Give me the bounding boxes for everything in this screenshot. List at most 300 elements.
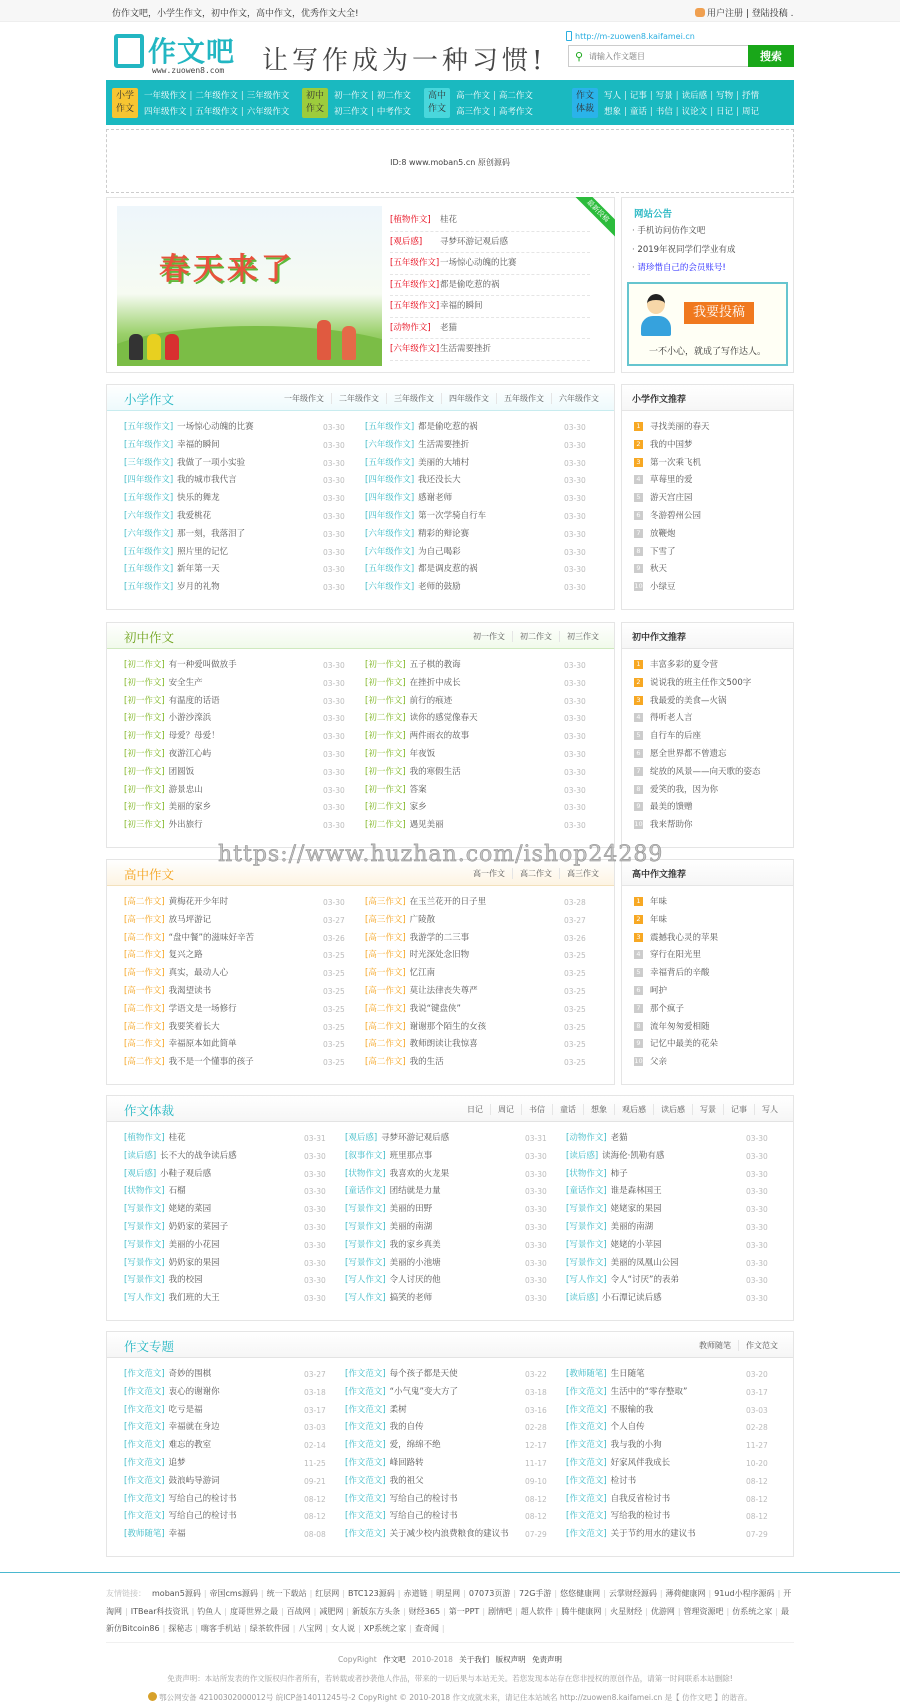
ranked-title[interactable]: 年味 bbox=[650, 897, 668, 907]
article-item[interactable] bbox=[124, 455, 355, 473]
ranked-title[interactable]: 自行车的后座 bbox=[650, 731, 702, 742]
friend-link[interactable]: 统一下载站 bbox=[266, 1589, 307, 1598]
article-category[interactable]: [读后感] bbox=[566, 1150, 599, 1161]
notice-item[interactable]: · 手机访问仿作文吧 bbox=[632, 222, 736, 241]
article-title[interactable]: 放马坪游记 bbox=[168, 914, 212, 925]
nav-badge[interactable]: 小学 作文 bbox=[112, 88, 138, 118]
article-category[interactable]: [写人作文] bbox=[124, 1293, 165, 1304]
article-item[interactable] bbox=[365, 1019, 596, 1037]
nav-link[interactable]: 写景 bbox=[655, 91, 673, 101]
friend-link[interactable]: 超人软件 bbox=[520, 1606, 553, 1616]
article-item[interactable] bbox=[345, 1237, 556, 1255]
article-category[interactable]: [作文范文] bbox=[345, 1404, 386, 1415]
friend-link[interactable]: XP系统之家 bbox=[363, 1624, 407, 1633]
friend-link[interactable]: 钓鱼人 bbox=[197, 1606, 222, 1616]
article-item[interactable] bbox=[365, 693, 596, 711]
section-tab[interactable]: 写人 bbox=[754, 1104, 785, 1115]
ranked-item[interactable] bbox=[634, 710, 761, 728]
article-category[interactable]: [植物作文] bbox=[124, 1133, 165, 1143]
article-category[interactable]: [作文范文] bbox=[124, 1457, 165, 1468]
ranked-item[interactable] bbox=[634, 657, 761, 675]
article-title[interactable]: 衷心的谢谢你 bbox=[168, 1386, 220, 1397]
article-title[interactable]: 美丽的大埔村 bbox=[418, 457, 470, 468]
user-links[interactable] bbox=[695, 6, 793, 19]
article-item[interactable] bbox=[345, 1526, 556, 1544]
footer-site-name[interactable]: 作文吧 bbox=[383, 1655, 406, 1664]
nav-badge[interactable]: 作文 体裁 bbox=[572, 88, 598, 118]
section-tab[interactable]: 五年级作文 bbox=[496, 393, 551, 404]
article-title[interactable]: 小鞋子观后感 bbox=[160, 1168, 212, 1179]
article-category[interactable]: [作文范文] bbox=[124, 1475, 165, 1486]
nav-link[interactable]: 三年级作文 bbox=[246, 91, 290, 101]
article-title[interactable]: 长不大的战争读后感 bbox=[160, 1150, 237, 1161]
article-title[interactable]: 石榴 bbox=[168, 1186, 186, 1197]
nav-link[interactable]: 高一作文 bbox=[456, 91, 491, 101]
article-title[interactable]: 我游学的二三事 bbox=[409, 932, 470, 943]
nav-link[interactable]: 六年级作文 bbox=[246, 107, 290, 117]
ranked-title[interactable]: 得听老人言 bbox=[650, 713, 693, 724]
article-title[interactable]: 我说“键盘侠” bbox=[409, 1003, 461, 1014]
article-item[interactable] bbox=[566, 1419, 777, 1437]
article-category[interactable]: [高二作文] bbox=[365, 1003, 406, 1014]
ranked-title[interactable]: 记忆中最美的花朵 bbox=[650, 1039, 719, 1050]
article-item[interactable] bbox=[124, 764, 355, 782]
article-title[interactable]: 黄梅花开少年时 bbox=[168, 897, 229, 907]
article-item[interactable] bbox=[345, 1166, 556, 1184]
article-title[interactable]: 答案 bbox=[409, 784, 427, 795]
article-category[interactable]: [作文范文] bbox=[124, 1386, 165, 1397]
article-category[interactable]: [初二作文] bbox=[365, 713, 406, 724]
article-category[interactable]: [初一作文] bbox=[365, 731, 406, 742]
article-item[interactable] bbox=[365, 947, 596, 965]
article-title[interactable]: 美丽的南湖 bbox=[389, 1221, 433, 1232]
section-tab[interactable]: 想象 bbox=[583, 1104, 614, 1115]
article-title[interactable]: 关于节约用水的建议书 bbox=[610, 1529, 696, 1540]
article-item[interactable] bbox=[345, 1148, 556, 1166]
article-category[interactable]: [教师随笔] bbox=[566, 1369, 607, 1379]
article-title[interactable]: 关于减少校内浪费粮食的建议书 bbox=[389, 1529, 509, 1540]
article-title[interactable]: 安全生产 bbox=[168, 677, 203, 688]
article-title[interactable]: 遇见美丽 bbox=[409, 820, 444, 831]
article-title[interactable]: 美丽的南湖 bbox=[610, 1221, 654, 1232]
ranked-title[interactable]: 绽放的风景——向天歌的姿态 bbox=[650, 766, 761, 777]
ranked-title[interactable]: 我来帮助你 bbox=[650, 820, 693, 831]
article-category[interactable]: [高一作文] bbox=[365, 950, 406, 961]
friend-link[interactable]: 绿茶软件园 bbox=[249, 1624, 290, 1633]
section-tab[interactable]: 读后感 bbox=[653, 1104, 692, 1115]
section-tab[interactable]: 三年级作文 bbox=[386, 393, 441, 404]
article-category[interactable]: [初一作文] bbox=[124, 748, 165, 759]
friend-link[interactable]: 查奇闻 bbox=[414, 1624, 439, 1633]
article-category[interactable]: [状物作文] bbox=[124, 1186, 165, 1197]
article-category[interactable]: [作文范文] bbox=[566, 1404, 607, 1415]
article-category[interactable]: [初一作文] bbox=[124, 784, 165, 795]
ranked-title[interactable]: 放鞭炮 bbox=[650, 528, 676, 539]
article-item[interactable] bbox=[124, 1019, 355, 1037]
article-title[interactable]: 不服输的我 bbox=[610, 1404, 654, 1415]
ranked-title[interactable]: 游天宫庄园 bbox=[650, 493, 693, 504]
article-item[interactable] bbox=[566, 1166, 777, 1184]
article-item[interactable] bbox=[345, 1366, 556, 1384]
article-title[interactable]: 我的自传 bbox=[389, 1422, 424, 1433]
article-category[interactable]: [写景作文] bbox=[124, 1221, 165, 1232]
article-category[interactable]: [初二作文] bbox=[124, 660, 165, 670]
article-category[interactable]: [初一作文] bbox=[365, 748, 406, 759]
section-title[interactable]: 作文体裁 bbox=[124, 1103, 175, 1118]
article-category[interactable]: [作文范文] bbox=[345, 1422, 386, 1433]
article-category[interactable]: [高二作文] bbox=[124, 950, 165, 961]
article-item[interactable] bbox=[345, 1455, 556, 1473]
friend-link[interactable]: 腾牛健康网 bbox=[561, 1606, 602, 1616]
article-item[interactable] bbox=[124, 1526, 335, 1544]
site-logo[interactable] bbox=[114, 30, 254, 76]
article-title[interactable]: 家乡 bbox=[409, 802, 427, 813]
article-title[interactable]: 幸福 bbox=[168, 1529, 186, 1540]
article-title[interactable]: 检讨书 bbox=[610, 1475, 637, 1486]
article-title[interactable]: 读海伦·凯勒有感 bbox=[602, 1150, 665, 1161]
article-category[interactable]: [初一作文] bbox=[124, 695, 165, 706]
item-title[interactable]: 生活需要挫折 bbox=[440, 344, 492, 354]
article-category[interactable]: [教师随笔] bbox=[124, 1529, 165, 1540]
article-item[interactable] bbox=[566, 1219, 777, 1237]
article-item[interactable] bbox=[124, 1255, 335, 1273]
article-title[interactable]: 在玉兰花开的日子里 bbox=[409, 897, 487, 907]
section-tab[interactable]: 日记 bbox=[467, 1105, 483, 1114]
article-item[interactable] bbox=[124, 1508, 335, 1526]
ranked-item[interactable] bbox=[634, 508, 710, 526]
article-title[interactable]: 鼓浪屿导游词 bbox=[168, 1475, 220, 1486]
article-category[interactable]: [写景作文] bbox=[345, 1239, 386, 1250]
ranked-item[interactable] bbox=[634, 1036, 718, 1054]
article-category[interactable]: [作文范文] bbox=[345, 1511, 386, 1522]
item-title[interactable]: 都是偷吃惹的祸 bbox=[440, 279, 500, 290]
nav-link[interactable]: 初二作文 bbox=[376, 91, 411, 101]
friend-link[interactable]: 07073页游 bbox=[468, 1589, 511, 1598]
article-category[interactable]: [写景作文] bbox=[345, 1221, 386, 1232]
article-title[interactable]: 搞笑的老师 bbox=[389, 1293, 433, 1304]
item-category[interactable]: [五年级作文] bbox=[390, 258, 440, 268]
article-item[interactable] bbox=[365, 746, 596, 764]
ranked-title[interactable]: 爱笑的我，因为你 bbox=[650, 784, 719, 795]
article-category[interactable]: [五年级作文] bbox=[124, 564, 174, 575]
about-link[interactable]: 关于我们 bbox=[459, 1655, 490, 1664]
article-item[interactable] bbox=[124, 817, 355, 835]
article-item[interactable] bbox=[365, 455, 596, 473]
article-item[interactable] bbox=[365, 799, 596, 817]
article-category[interactable]: [五年级作文] bbox=[124, 582, 174, 593]
article-item[interactable] bbox=[124, 799, 355, 817]
article-item[interactable] bbox=[365, 1001, 596, 1019]
article-category[interactable]: [写景作文] bbox=[124, 1257, 165, 1268]
article-item[interactable] bbox=[124, 1148, 335, 1166]
article-item[interactable] bbox=[365, 579, 596, 597]
article-category[interactable]: [作文范文] bbox=[345, 1386, 386, 1397]
article-category[interactable]: [初一作文] bbox=[365, 766, 406, 777]
article-category[interactable]: [作文范文] bbox=[124, 1511, 165, 1522]
article-title[interactable]: 写给自己的检讨书 bbox=[389, 1493, 458, 1504]
article-title[interactable]: 我的校园 bbox=[168, 1275, 203, 1286]
article-category[interactable]: [作文范文] bbox=[566, 1386, 607, 1397]
nav-badge[interactable]: 高中 作文 bbox=[424, 88, 450, 118]
friend-link[interactable]: 八宝网 bbox=[298, 1624, 323, 1633]
ranked-item[interactable] bbox=[634, 544, 710, 562]
ranked-title[interactable]: 我的中国梦 bbox=[650, 439, 693, 450]
nav-link[interactable]: 书信 bbox=[655, 107, 673, 117]
article-title[interactable]: 我们班的大王 bbox=[168, 1293, 220, 1304]
article-item[interactable] bbox=[345, 1272, 556, 1290]
friend-link[interactable]: 度哥世界之最 bbox=[229, 1606, 278, 1616]
article-category[interactable]: [童话作文] bbox=[345, 1186, 386, 1197]
nav-link[interactable]: 写人 bbox=[604, 91, 622, 101]
item-title[interactable]: 寻梦环游记观后感 bbox=[440, 236, 509, 247]
item-title[interactable]: 幸福的瞬间 bbox=[440, 301, 483, 311]
friend-link[interactable]: 开淘网 bbox=[106, 1589, 792, 1616]
article-item[interactable] bbox=[365, 894, 596, 912]
article-item[interactable] bbox=[365, 508, 596, 526]
article-category[interactable]: [六年级作文] bbox=[365, 546, 415, 557]
friend-link[interactable]: 帝国cms源码 bbox=[209, 1589, 258, 1598]
article-item[interactable] bbox=[365, 817, 596, 835]
section-tab[interactable]: 四年级作文 bbox=[441, 393, 496, 404]
nav-link[interactable]: 一年级作文 bbox=[144, 91, 187, 101]
article-title[interactable]: 美丽的田野 bbox=[389, 1204, 433, 1215]
article-title[interactable]: 夜游江心屿 bbox=[168, 748, 212, 759]
article-category[interactable]: [写人作文] bbox=[345, 1293, 386, 1304]
article-item[interactable] bbox=[345, 1201, 556, 1219]
article-category[interactable]: [动物作文] bbox=[566, 1133, 607, 1143]
article-title[interactable]: 快乐的舞龙 bbox=[177, 493, 220, 504]
article-title[interactable]: 我渴望读书 bbox=[168, 985, 212, 996]
section-tab[interactable]: 初一作文 bbox=[473, 632, 505, 641]
article-category[interactable]: [写景作文] bbox=[124, 1204, 165, 1215]
article-category[interactable]: [六年级作文] bbox=[365, 582, 415, 593]
ranked-title[interactable]: 下雪了 bbox=[650, 546, 676, 557]
article-category[interactable]: [高二作文] bbox=[124, 897, 165, 907]
article-title[interactable]: 姥姥的菜园 bbox=[168, 1204, 212, 1215]
article-title[interactable]: 我与我的小狗 bbox=[610, 1440, 662, 1451]
article-item[interactable] bbox=[124, 1366, 335, 1384]
article-category[interactable]: [高二作文] bbox=[365, 1057, 406, 1068]
article-title[interactable]: 为自己喝彩 bbox=[418, 546, 461, 557]
article-title[interactable]: 姥姥家的果园 bbox=[610, 1204, 662, 1215]
article-item[interactable] bbox=[124, 782, 355, 800]
article-category[interactable]: [写人作文] bbox=[345, 1275, 386, 1286]
article-title[interactable]: 团圆饭 bbox=[168, 766, 195, 777]
ranked-item[interactable] bbox=[634, 455, 710, 473]
article-category[interactable]: [初一作文] bbox=[124, 802, 165, 813]
ranked-item[interactable] bbox=[634, 526, 710, 544]
article-item[interactable] bbox=[124, 1491, 335, 1509]
article-item[interactable] bbox=[566, 1183, 777, 1201]
article-item[interactable] bbox=[124, 1183, 335, 1201]
article-item[interactable] bbox=[124, 657, 355, 675]
article-item[interactable] bbox=[345, 1491, 556, 1509]
article-title[interactable]: 五子棋的教诲 bbox=[409, 660, 461, 670]
article-item[interactable] bbox=[345, 1290, 556, 1308]
friend-link[interactable]: 财经365 bbox=[408, 1606, 441, 1616]
notice-item[interactable]: · 2019年祝同学们学业有成 bbox=[632, 241, 736, 260]
section-tab[interactable]: 高一作文 bbox=[473, 869, 505, 878]
article-item[interactable] bbox=[365, 728, 596, 746]
article-title[interactable]: 追梦 bbox=[168, 1457, 186, 1468]
article-item[interactable] bbox=[124, 1054, 355, 1072]
article-title[interactable]: 我要笑着长大 bbox=[168, 1021, 220, 1032]
article-category[interactable]: [高一作文] bbox=[124, 985, 165, 996]
ranked-item[interactable] bbox=[634, 490, 710, 508]
section-title[interactable]: 高中作文 bbox=[124, 867, 175, 882]
latest-item[interactable] bbox=[390, 253, 590, 275]
article-item[interactable] bbox=[124, 1001, 355, 1019]
section-tab[interactable]: 初二作文 bbox=[512, 631, 559, 642]
article-item[interactable] bbox=[124, 1384, 335, 1402]
ranked-item[interactable] bbox=[634, 579, 710, 597]
friend-link[interactable]: 薄荷健康网 bbox=[665, 1589, 706, 1598]
article-category[interactable]: [五年级作文] bbox=[124, 493, 174, 504]
ad-banner[interactable] bbox=[106, 129, 794, 193]
article-category[interactable]: [高三作文] bbox=[365, 897, 406, 907]
article-item[interactable] bbox=[124, 1201, 335, 1219]
nav-link[interactable]: 抒情 bbox=[741, 91, 759, 101]
article-item[interactable] bbox=[365, 710, 596, 728]
article-item[interactable] bbox=[124, 1166, 335, 1184]
friend-link[interactable]: 明星网 bbox=[436, 1589, 461, 1598]
article-category[interactable]: [读后感] bbox=[124, 1150, 157, 1161]
article-item[interactable] bbox=[566, 1402, 777, 1420]
article-title[interactable]: 有温度的话语 bbox=[168, 695, 220, 706]
mobile-url[interactable]: http://m-zuowen8.kaifamei.cn bbox=[575, 32, 695, 41]
article-category[interactable]: [叙事作文] bbox=[345, 1150, 386, 1161]
section-tab[interactable]: 教师随笔 bbox=[699, 1341, 731, 1350]
article-title[interactable]: 外出旅行 bbox=[168, 820, 203, 831]
friend-link[interactable]: 女人说 bbox=[331, 1624, 356, 1633]
ranked-title[interactable]: 流年匆匆爱相随 bbox=[650, 1021, 710, 1032]
ranked-item[interactable] bbox=[634, 728, 761, 746]
article-category[interactable]: [童话作文] bbox=[566, 1186, 607, 1197]
article-item[interactable] bbox=[124, 437, 355, 455]
article-title[interactable]: 我的祖父 bbox=[389, 1475, 424, 1486]
article-item[interactable] bbox=[124, 1237, 335, 1255]
item-title[interactable]: 桂花 bbox=[440, 215, 458, 225]
section-tab[interactable]: 记事 bbox=[723, 1104, 754, 1115]
article-category[interactable]: [四年级作文] bbox=[365, 493, 415, 504]
article-item[interactable] bbox=[365, 782, 596, 800]
section-tab[interactable]: 六年级作文 bbox=[551, 393, 606, 404]
article-item[interactable] bbox=[365, 912, 596, 930]
article-item[interactable] bbox=[124, 947, 355, 965]
article-item[interactable] bbox=[124, 1473, 335, 1491]
ranked-item[interactable] bbox=[634, 782, 761, 800]
article-title[interactable]: 新年第一天 bbox=[177, 564, 220, 575]
ranked-title[interactable]: 冬游碧州公园 bbox=[650, 510, 702, 521]
article-category[interactable]: [作文范文] bbox=[566, 1457, 607, 1468]
ranked-item[interactable] bbox=[634, 965, 718, 983]
article-category[interactable]: [高二作文] bbox=[124, 932, 165, 943]
article-item[interactable] bbox=[365, 930, 596, 948]
article-item[interactable] bbox=[566, 1255, 777, 1273]
article-category[interactable]: [初一作文] bbox=[365, 660, 406, 670]
article-category[interactable]: [四年级作文] bbox=[365, 510, 415, 521]
latest-item[interactable] bbox=[390, 296, 590, 318]
article-title[interactable]: 真实，最动人心 bbox=[168, 968, 229, 979]
article-title[interactable]: 每个孩子都是天使 bbox=[389, 1369, 458, 1379]
section-tab[interactable]: 观后感 bbox=[614, 1104, 653, 1115]
article-item[interactable] bbox=[124, 965, 355, 983]
article-item[interactable] bbox=[124, 710, 355, 728]
ranked-title[interactable]: 丰富多彩的夏令营 bbox=[650, 660, 719, 670]
article-category[interactable]: [写景作文] bbox=[566, 1221, 607, 1232]
ranked-item[interactable] bbox=[634, 947, 718, 965]
article-title[interactable]: 我喜欢的火龙果 bbox=[389, 1168, 450, 1179]
featured-image[interactable] bbox=[117, 206, 382, 366]
article-category[interactable]: [作文范文] bbox=[124, 1369, 165, 1379]
section-tab[interactable]: 童话 bbox=[552, 1104, 583, 1115]
friend-link[interactable]: 火星财经 bbox=[610, 1606, 643, 1616]
article-item[interactable] bbox=[365, 472, 596, 490]
article-title[interactable]: 奶奶家的果园 bbox=[168, 1257, 220, 1268]
article-title[interactable]: 老师的鼓励 bbox=[418, 582, 461, 593]
friend-link[interactable]: 百战网 bbox=[286, 1606, 311, 1616]
article-category[interactable]: [高二作文] bbox=[124, 1039, 165, 1050]
article-category[interactable]: [写景作文] bbox=[345, 1204, 386, 1215]
article-item[interactable] bbox=[124, 472, 355, 490]
article-title[interactable]: 爱，绵绵不绝 bbox=[389, 1440, 441, 1451]
article-title[interactable]: 岁月的礼物 bbox=[177, 582, 220, 593]
article-title[interactable]: 难忘的教室 bbox=[168, 1440, 212, 1451]
article-category[interactable]: [初一作文] bbox=[124, 677, 165, 688]
ranked-item[interactable] bbox=[634, 930, 718, 948]
section-tab[interactable]: 周记 bbox=[490, 1104, 521, 1115]
article-category[interactable]: [五年级作文] bbox=[365, 422, 415, 432]
article-title[interactable]: 都是调皮惹的祸 bbox=[418, 564, 478, 575]
ranked-item[interactable] bbox=[634, 437, 710, 455]
article-title[interactable]: 写给自己的检讨书 bbox=[389, 1511, 458, 1522]
article-title[interactable]: 谢谢那个陌生的女孩 bbox=[409, 1021, 487, 1032]
article-item[interactable] bbox=[345, 1419, 556, 1437]
article-item[interactable] bbox=[124, 1437, 335, 1455]
register-login-link[interactable]: 用户注册 | 登陆投稿 . bbox=[707, 9, 794, 19]
article-item[interactable] bbox=[566, 1437, 777, 1455]
article-item[interactable] bbox=[124, 746, 355, 764]
article-item[interactable] bbox=[124, 728, 355, 746]
article-category[interactable]: [五年级作文] bbox=[124, 422, 174, 432]
article-item[interactable] bbox=[566, 1384, 777, 1402]
article-item[interactable] bbox=[345, 1130, 556, 1148]
article-item[interactable] bbox=[566, 1290, 777, 1308]
copyright-notice-link[interactable]: 版权声明 bbox=[495, 1655, 526, 1664]
article-item[interactable] bbox=[365, 983, 596, 1001]
article-category[interactable]: [读后感] bbox=[566, 1293, 599, 1304]
ranked-title[interactable]: 愿全世界都不曾遗忘 bbox=[650, 748, 727, 759]
ranked-item[interactable] bbox=[634, 675, 761, 693]
article-title[interactable]: 生活需要挫折 bbox=[418, 439, 470, 450]
article-category[interactable]: [作文范文] bbox=[124, 1440, 165, 1451]
article-item[interactable] bbox=[566, 1201, 777, 1219]
article-title[interactable]: 姥姥的小苹园 bbox=[610, 1239, 662, 1250]
ranked-item[interactable] bbox=[634, 799, 761, 817]
article-item[interactable] bbox=[124, 1036, 355, 1054]
article-title[interactable]: 我的城市我代言 bbox=[177, 475, 237, 486]
article-item[interactable] bbox=[365, 965, 596, 983]
article-item[interactable] bbox=[365, 1054, 596, 1072]
article-title[interactable]: 学语文是一场修行 bbox=[168, 1003, 237, 1014]
article-title[interactable]: “小气鬼”变大方了 bbox=[389, 1386, 458, 1397]
article-category[interactable]: [初一作文] bbox=[124, 713, 165, 724]
article-title[interactable]: 生日随笔 bbox=[610, 1369, 645, 1379]
article-title[interactable]: 令人讨厌的他 bbox=[389, 1275, 441, 1286]
friend-link[interactable]: 第一PPT bbox=[448, 1606, 480, 1616]
friend-link[interactable]: 优游网 bbox=[650, 1606, 675, 1616]
notice-item[interactable]: · 请珍惜自己的会员账号! bbox=[632, 259, 736, 278]
